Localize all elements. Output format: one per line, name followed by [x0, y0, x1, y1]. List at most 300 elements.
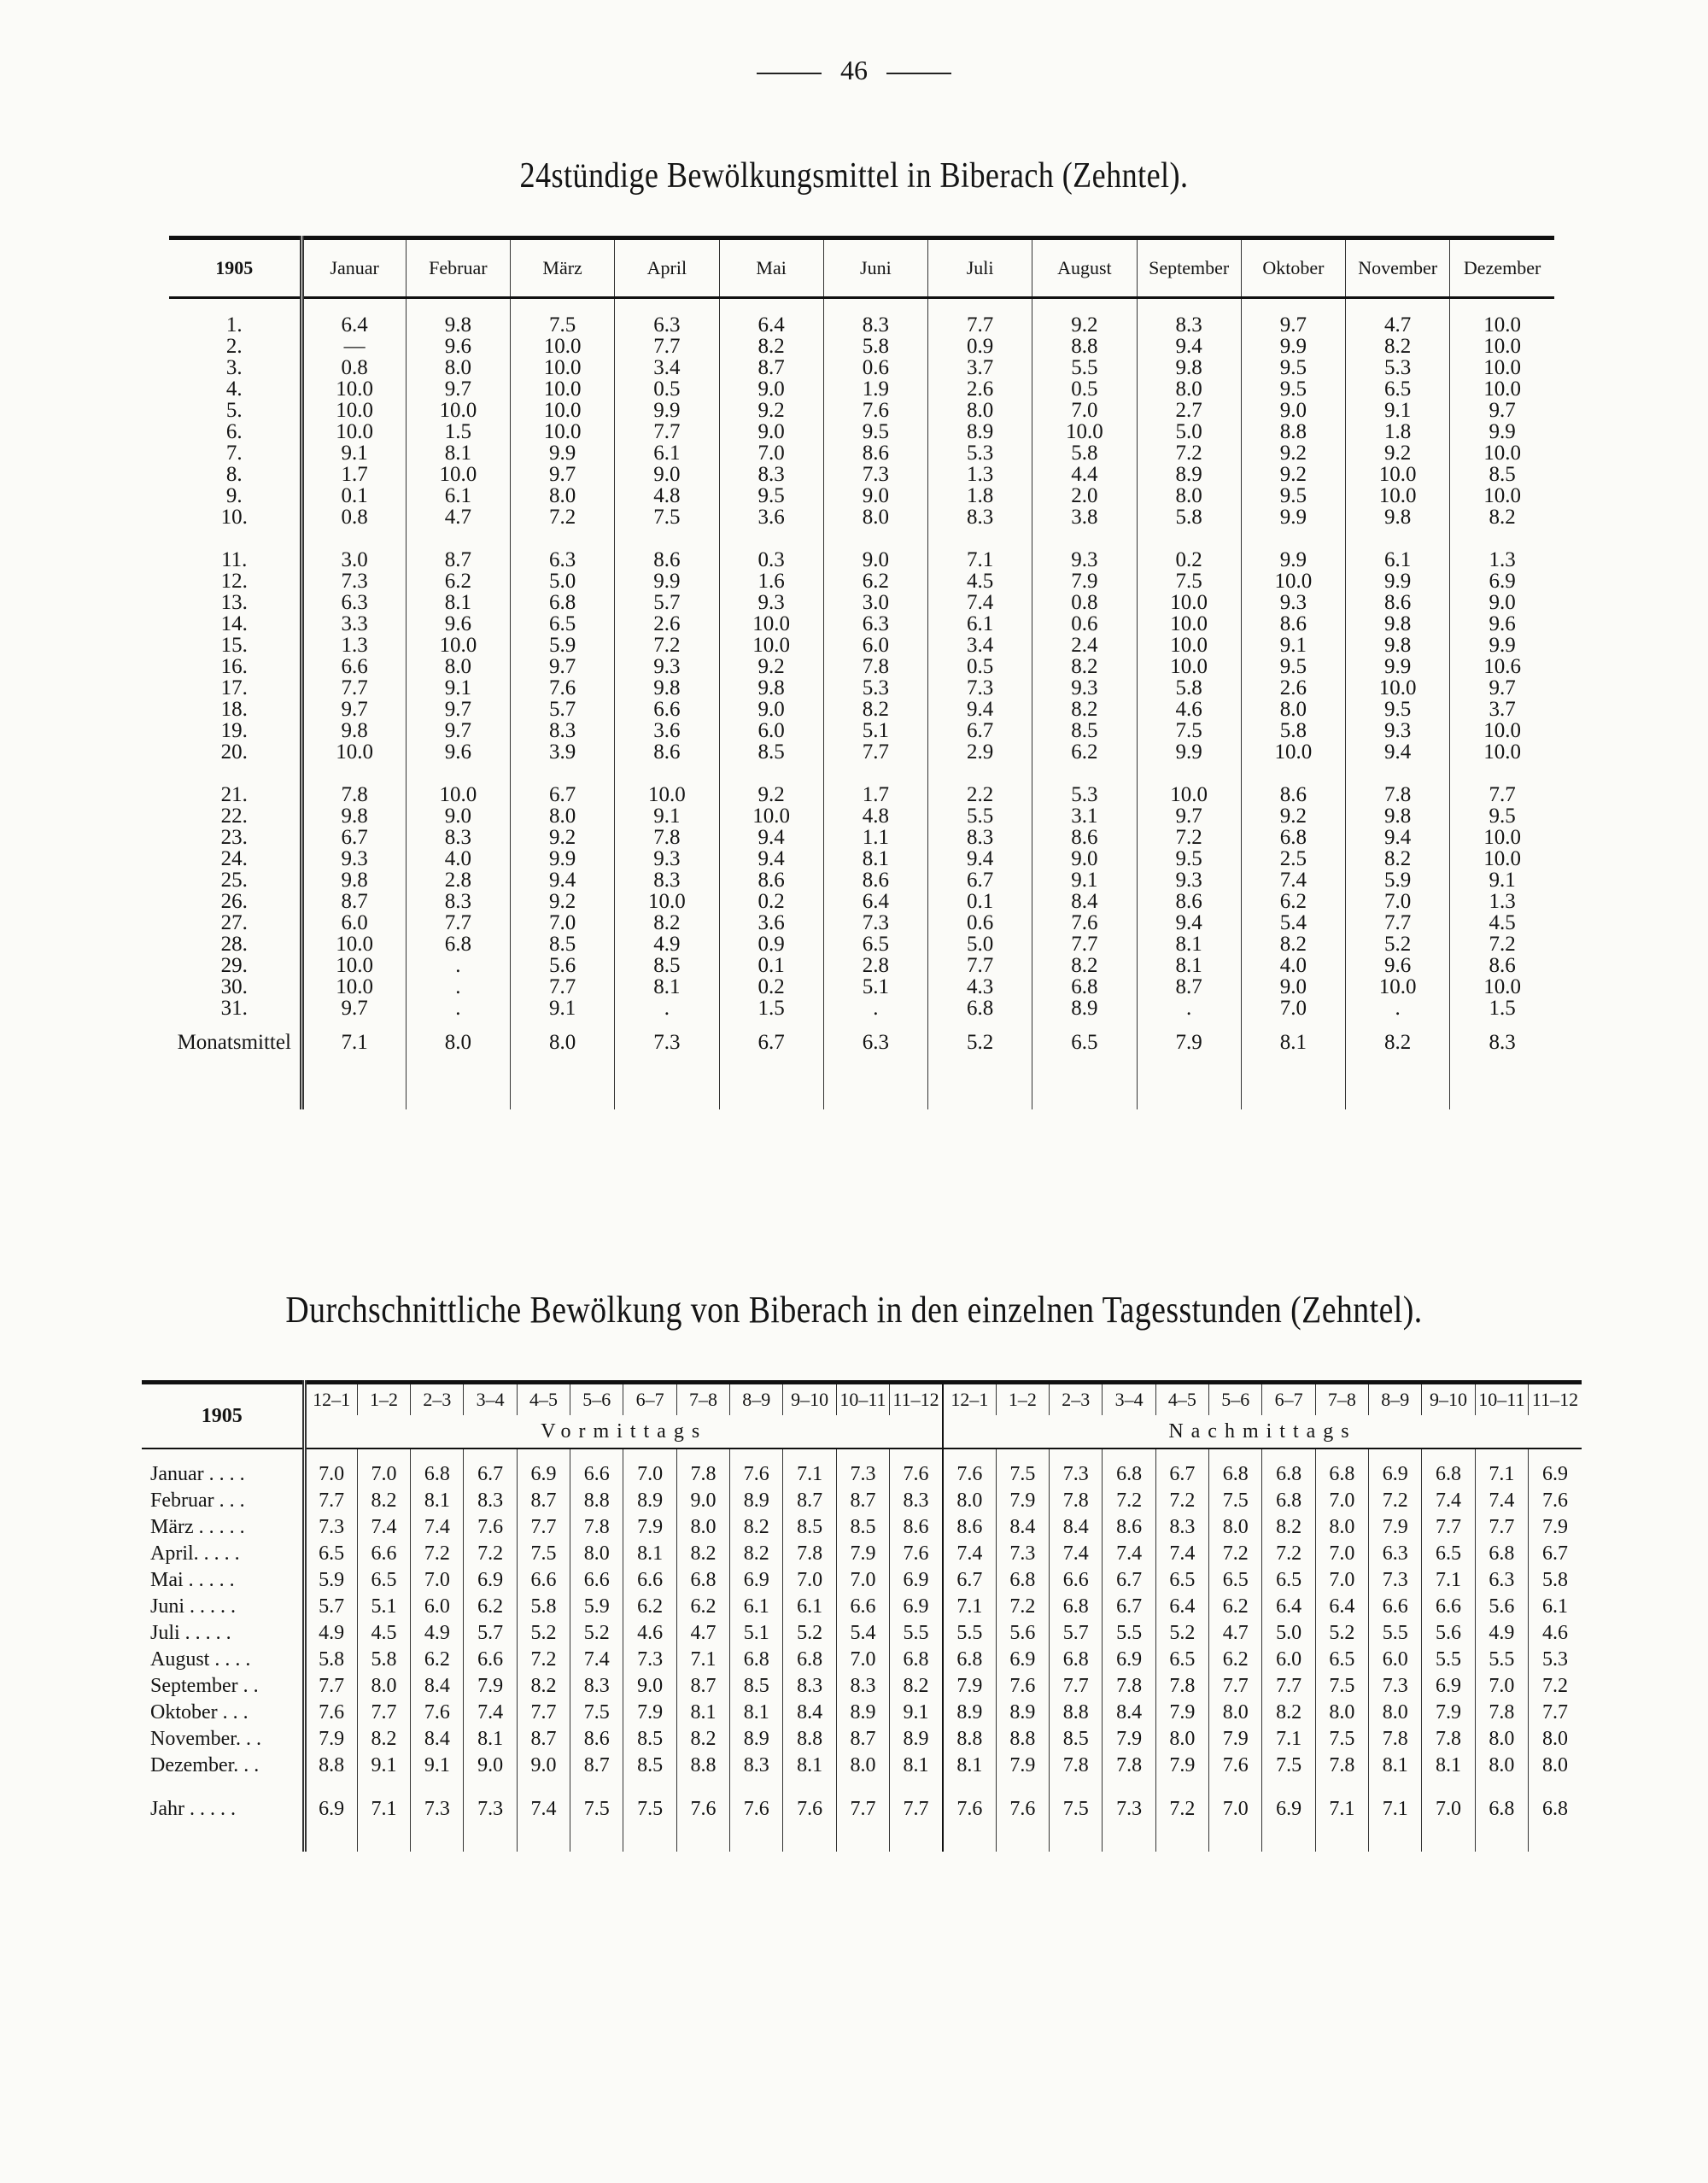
- day-value: 2.6: [615, 613, 719, 635]
- hour-value: 7.9: [996, 1753, 1049, 1779]
- day-value: 5.8: [1137, 506, 1241, 528]
- day-row: [169, 442, 1554, 464]
- day-value: 9.7: [1489, 399, 1516, 422]
- spacer-cell: [169, 528, 301, 549]
- monthly-mean-label: Monatsmittel: [169, 1019, 301, 1067]
- hour-value: 8.0: [1209, 1700, 1262, 1726]
- hour-value: 7.7: [836, 1796, 889, 1823]
- day-value: 1.8: [1346, 421, 1450, 442]
- spacer-cell: [928, 763, 1032, 784]
- day-value: 8.6: [719, 869, 823, 891]
- month-header: November: [1346, 238, 1450, 298]
- day-value: 9.2: [1241, 442, 1345, 464]
- day-value: 7.6: [511, 677, 615, 699]
- day-value: 9.7: [1137, 805, 1241, 827]
- day-value: 9.0: [719, 421, 823, 442]
- day-value: 10.0: [1483, 377, 1521, 401]
- day-value: 5.8: [823, 336, 927, 357]
- day-value: 2.5: [1241, 848, 1345, 869]
- hour-value: 8.9: [836, 1700, 889, 1726]
- table2-hours-row: [142, 1383, 1582, 1416]
- hour-value: 8.7: [570, 1753, 623, 1779]
- hour-value: 8.1: [676, 1700, 729, 1726]
- spacer-row: [142, 1779, 1582, 1796]
- day-value: 8.2: [1032, 955, 1137, 976]
- hour-value: 7.3: [304, 1514, 357, 1541]
- spacer-cell: [464, 1823, 517, 1852]
- day-value: 5.4: [1241, 912, 1345, 933]
- day-label: 19.: [169, 720, 301, 741]
- month-header: August: [1032, 238, 1137, 298]
- hour-value: 8.0: [1369, 1700, 1422, 1726]
- day-label: 26.: [169, 891, 301, 912]
- day-value: 6.2: [1032, 741, 1137, 763]
- hour-value: 5.6: [996, 1620, 1049, 1647]
- day-value: 0.2: [1137, 549, 1241, 571]
- spacer-row: [169, 528, 1554, 549]
- day-value: 9.2: [719, 656, 823, 677]
- hour-value: 6.1: [730, 1594, 783, 1620]
- hour-value: 7.4: [570, 1647, 623, 1673]
- hour-value: 8.4: [783, 1700, 836, 1726]
- day-label: 17.: [169, 677, 301, 699]
- day-value: 8.2: [1032, 699, 1137, 720]
- month-header: Juni: [823, 238, 927, 298]
- day-value: 9.2: [719, 784, 823, 805]
- day-row: [169, 485, 1554, 506]
- hour-value: 8.4: [1103, 1700, 1155, 1726]
- row-label: November. . .: [142, 1726, 304, 1753]
- hour-value: 4.9: [304, 1620, 357, 1647]
- hour-value: 8.4: [996, 1514, 1049, 1541]
- day-value: 4.0: [1241, 955, 1345, 976]
- hour-value: 7.6: [890, 1449, 943, 1488]
- day-value: 8.6: [1346, 592, 1450, 613]
- hour-value: 7.6: [304, 1700, 357, 1726]
- hour-value: 5.2: [1155, 1620, 1208, 1647]
- hour-value: 8.1: [783, 1753, 836, 1779]
- hour-value: 7.8: [1050, 1488, 1103, 1514]
- page-number: 46: [0, 55, 1708, 86]
- hour-value: 7.7: [517, 1700, 570, 1726]
- day-value: 0.8: [301, 506, 406, 528]
- day-row: [169, 741, 1554, 763]
- day-value: 9.9: [1346, 656, 1450, 677]
- day-value: 7.8: [1346, 784, 1450, 805]
- hour-value: 7.8: [1422, 1726, 1475, 1753]
- day-value: 9.1: [1241, 635, 1345, 656]
- hour-value: 7.5: [996, 1449, 1049, 1488]
- day-value: 7.3: [823, 464, 927, 485]
- day-value: 8.3: [406, 827, 510, 848]
- spacer-cell: [1346, 528, 1450, 549]
- day-row: [169, 592, 1554, 613]
- day-value: 9.9: [1241, 549, 1345, 571]
- hour-value: 5.2: [783, 1620, 836, 1647]
- hour-header: 10–11: [1475, 1383, 1528, 1416]
- hour-header: 2–3: [411, 1383, 464, 1416]
- day-value: 5.3: [1346, 357, 1450, 378]
- hour-value: 7.9: [1155, 1700, 1208, 1726]
- hour-value: 7.7: [1475, 1514, 1528, 1541]
- day-value: 10.0: [1346, 976, 1450, 998]
- spacer-cell: [1209, 1779, 1262, 1796]
- hour-value: 8.0: [1315, 1700, 1368, 1726]
- hour-header: 1–2: [357, 1383, 410, 1416]
- day-value: 9.3: [1032, 549, 1137, 571]
- monthly-mean-row: [169, 1019, 1554, 1067]
- spacer-cell: [304, 1779, 357, 1796]
- day-value: 6.2: [1241, 891, 1345, 912]
- hour-value: 5.5: [890, 1620, 943, 1647]
- hour-value: 7.0: [1315, 1488, 1368, 1514]
- monthly-mean-value: 8.0: [406, 1019, 510, 1067]
- spacer-cell: [615, 528, 719, 549]
- day-value: 3.0: [301, 549, 406, 571]
- hour-value: 7.9: [1422, 1700, 1475, 1726]
- day-value: 2.4: [1032, 635, 1137, 656]
- spacer-cell: [1032, 763, 1137, 784]
- day-value: 8.0: [406, 656, 510, 677]
- spacer-cell: [1262, 1823, 1315, 1852]
- hour-value: 5.8: [304, 1647, 357, 1673]
- spacer-cell: [1032, 528, 1137, 549]
- day-value: 3.3: [301, 613, 406, 635]
- day-row: [169, 506, 1554, 528]
- hour-value: 8.2: [730, 1514, 783, 1541]
- hour-value: 8.7: [517, 1488, 570, 1514]
- hour-value: 4.5: [357, 1620, 410, 1647]
- spacer-cell: [623, 1823, 676, 1852]
- day-value: 9.4: [928, 848, 1032, 869]
- spacer-cell: [1241, 528, 1345, 549]
- day-label: 3.: [169, 357, 301, 378]
- day-value: 9.4: [719, 827, 823, 848]
- hour-value: 8.9: [623, 1488, 676, 1514]
- hour-value: 7.6: [890, 1541, 943, 1567]
- hour-value: 7.7: [304, 1488, 357, 1514]
- hour-value: 8.4: [411, 1726, 464, 1753]
- day-value: 0.1: [301, 485, 406, 506]
- day-value: 10.0: [1137, 592, 1241, 613]
- day-value: 9.0: [719, 699, 823, 720]
- month-header: Oktober: [1241, 238, 1345, 298]
- day-value: 9.8: [301, 805, 406, 827]
- hour-value: 8.0: [676, 1514, 729, 1541]
- day-value: 9.9: [1489, 634, 1516, 657]
- day-value: 9.6: [1489, 612, 1516, 635]
- day-value: 1.8: [928, 485, 1032, 506]
- hour-value: 8.7: [836, 1726, 889, 1753]
- hour-value: 8.0: [943, 1488, 996, 1514]
- hour-value: 6.8: [1262, 1449, 1315, 1488]
- day-value: 3.0: [823, 592, 927, 613]
- hour-value: 5.3: [1542, 1648, 1569, 1671]
- day-value: 7.2: [1137, 442, 1241, 464]
- spacer-cell: [301, 1067, 406, 1109]
- day-value: 7.1: [928, 549, 1032, 571]
- hour-value: 6.2: [464, 1594, 517, 1620]
- hour-value: 7.6: [464, 1514, 517, 1541]
- spacer-cell: [1369, 1823, 1422, 1852]
- day-value: 8.6: [823, 442, 927, 464]
- day-value: 5.1: [823, 720, 927, 741]
- monthly-mean-value: 8.1: [1241, 1019, 1345, 1067]
- day-label: 14.: [169, 613, 301, 635]
- hour-value: 8.1: [1369, 1753, 1422, 1779]
- hour-value: 7.0: [836, 1647, 889, 1673]
- hour-value: 7.8: [1315, 1753, 1368, 1779]
- day-value: 1.7: [301, 464, 406, 485]
- hour-header: 4–5: [517, 1383, 570, 1416]
- hour-value: 8.6: [890, 1514, 943, 1541]
- hour-value: 6.0: [1369, 1647, 1422, 1673]
- hour-value: 7.6: [730, 1796, 783, 1823]
- hour-value: 8.0: [1209, 1514, 1262, 1541]
- day-label: 22.: [169, 805, 301, 827]
- hour-value: 6.9: [1542, 1463, 1569, 1485]
- day-value: 9.3: [301, 848, 406, 869]
- day-value: 4.4: [1032, 464, 1137, 485]
- day-value: 8.6: [1032, 827, 1137, 848]
- day-value: 7.5: [1137, 571, 1241, 592]
- hour-value: 6.5: [357, 1567, 410, 1594]
- day-value: 1.9: [823, 378, 927, 400]
- hour-value: 7.2: [1155, 1796, 1208, 1823]
- hour-value: 8.0: [1315, 1514, 1368, 1541]
- hour-header: 4–5: [1155, 1383, 1208, 1416]
- hour-value: 6.2: [623, 1594, 676, 1620]
- day-value: 1.5: [719, 998, 823, 1019]
- day-value: 7.0: [1346, 891, 1450, 912]
- hour-value: 7.6: [411, 1700, 464, 1726]
- day-value: 10.0: [1483, 442, 1521, 465]
- day-value: 3.7: [1489, 698, 1516, 721]
- row-label: Jahr . . . . .: [142, 1796, 304, 1823]
- day-value: 9.0: [1489, 591, 1516, 614]
- monthly-mean-value: 8.3: [1489, 1031, 1516, 1054]
- hour-value: 7.3: [464, 1796, 517, 1823]
- month-row: [142, 1726, 1582, 1753]
- day-value: 6.0: [823, 635, 927, 656]
- day-label: 27.: [169, 912, 301, 933]
- hour-value: 8.2: [1262, 1700, 1315, 1726]
- day-value: 9.8: [406, 298, 510, 337]
- hour-value: 5.0: [1262, 1620, 1315, 1647]
- hour-value: 7.0: [1315, 1541, 1368, 1567]
- hour-value: 9.1: [890, 1700, 943, 1726]
- spacer-cell: [1529, 1823, 1582, 1852]
- spacer-cell: [719, 763, 823, 784]
- hour-value: 7.8: [676, 1449, 729, 1488]
- day-value: 0.9: [928, 336, 1032, 357]
- year-header: 1905: [142, 1383, 304, 1449]
- day-value: 6.4: [301, 298, 406, 337]
- hour-value: 7.5: [1209, 1488, 1262, 1514]
- hour-value: 7.7: [1262, 1673, 1315, 1700]
- hour-value: 5.2: [1315, 1620, 1368, 1647]
- spacer-cell: [943, 1823, 996, 1852]
- day-value: 7.7: [615, 421, 719, 442]
- month-header: Mai: [719, 238, 823, 298]
- hour-value: 7.1: [1315, 1796, 1368, 1823]
- row-label: Januar . . . .: [142, 1449, 304, 1488]
- day-row: [169, 848, 1554, 869]
- day-value: 4.3: [928, 976, 1032, 998]
- day-value: 9.1: [615, 805, 719, 827]
- day-value: 9.9: [1241, 336, 1345, 357]
- hour-value: 8.5: [623, 1726, 676, 1753]
- month-row: [142, 1449, 1582, 1488]
- spacer-cell: [783, 1779, 836, 1796]
- hour-value: 8.1: [1422, 1753, 1475, 1779]
- day-value: 9.9: [1489, 420, 1516, 443]
- spacer-cell: [570, 1823, 623, 1852]
- day-value: 9.6: [406, 613, 510, 635]
- hour-value: 6.9: [996, 1647, 1049, 1673]
- hour-value: 8.6: [1103, 1514, 1155, 1541]
- day-value: 10.0: [1483, 975, 1521, 998]
- day-value: 4.0: [406, 848, 510, 869]
- day-value: 8.5: [1489, 463, 1516, 486]
- hour-value: 4.9: [1475, 1620, 1528, 1647]
- day-value: 0.3: [719, 549, 823, 571]
- day-value: 10.0: [511, 357, 615, 378]
- spacer-cell: [823, 528, 927, 549]
- hour-value: 5.7: [464, 1620, 517, 1647]
- day-value: 7.7: [928, 955, 1032, 976]
- hour-value: 9.1: [357, 1753, 410, 1779]
- hour-value: 4.9: [411, 1620, 464, 1647]
- spacer-cell: [517, 1779, 570, 1796]
- hour-value: 7.6: [1209, 1753, 1262, 1779]
- spacer-cell: [676, 1823, 729, 1852]
- spacer-cell: [836, 1779, 889, 1796]
- spacer-cell: [1241, 763, 1345, 784]
- hour-value: 8.9: [996, 1700, 1049, 1726]
- day-row: [169, 378, 1554, 400]
- day-label: 15.: [169, 635, 301, 656]
- day-value: 4.5: [928, 571, 1032, 592]
- day-value: 9.8: [301, 869, 406, 891]
- day-row: [169, 827, 1554, 848]
- hour-value: 7.9: [996, 1488, 1049, 1514]
- day-value: 7.8: [301, 784, 406, 805]
- hour-value: 8.0: [1542, 1728, 1569, 1750]
- month-row: [142, 1700, 1582, 1726]
- day-row: [169, 421, 1554, 442]
- day-row: [169, 635, 1554, 656]
- day-value: 10.0: [1032, 421, 1137, 442]
- day-value: 0.5: [615, 378, 719, 400]
- spacer-cell: [1032, 1067, 1137, 1109]
- hour-value: 7.1: [676, 1647, 729, 1673]
- hour-value: 6.6: [623, 1567, 676, 1594]
- hour-value: 7.8: [1103, 1753, 1155, 1779]
- day-value: 9.3: [1346, 720, 1450, 741]
- hour-value: 6.6: [570, 1449, 623, 1488]
- hour-header: 10–11: [836, 1383, 889, 1416]
- month-header: März: [511, 238, 615, 298]
- hour-value: 7.7: [517, 1514, 570, 1541]
- hour-value: 7.8: [1050, 1753, 1103, 1779]
- spacer-cell: [464, 1779, 517, 1796]
- hour-value: 6.7: [1542, 1542, 1569, 1565]
- day-value: 9.8: [615, 677, 719, 699]
- day-value: 6.3: [823, 613, 927, 635]
- day-row: [169, 805, 1554, 827]
- hour-value: 5.1: [357, 1594, 410, 1620]
- hour-value: 6.6: [357, 1541, 410, 1567]
- spacer-cell: [517, 1823, 570, 1852]
- spacer-row: [142, 1823, 1582, 1852]
- hour-value: 7.7: [1542, 1701, 1569, 1724]
- hour-value: 6.9: [1422, 1673, 1475, 1700]
- hour-value: 6.3: [1475, 1567, 1528, 1594]
- day-value: 6.8: [928, 998, 1032, 1019]
- day-value: 9.2: [1241, 805, 1345, 827]
- spacer-cell: [1315, 1779, 1368, 1796]
- day-value: 7.0: [1241, 998, 1345, 1019]
- day-value: 8.0: [1137, 378, 1241, 400]
- day-value: 9.3: [719, 592, 823, 613]
- day-value: 0.5: [928, 656, 1032, 677]
- spacer-cell: [1103, 1823, 1155, 1852]
- day-value: 2.8: [406, 869, 510, 891]
- day-value: 9.7: [406, 699, 510, 720]
- spacer-cell: [996, 1779, 1049, 1796]
- hour-value: 8.2: [730, 1541, 783, 1567]
- day-value: 0.2: [719, 976, 823, 998]
- day-label: 7.: [169, 442, 301, 464]
- row-label: Juli . . . . .: [142, 1620, 304, 1647]
- day-value: 9.0: [406, 805, 510, 827]
- hour-value: 7.9: [1155, 1753, 1208, 1779]
- spacer-cell: [511, 763, 615, 784]
- hour-value: 7.2: [1155, 1488, 1208, 1514]
- day-value: 5.5: [1032, 357, 1137, 378]
- hour-value: 6.2: [676, 1594, 729, 1620]
- hour-value: 5.2: [517, 1620, 570, 1647]
- day-value: 8.0: [823, 506, 927, 528]
- hour-value: 8.2: [357, 1726, 410, 1753]
- hour-value: 8.3: [464, 1488, 517, 1514]
- table2-period-row: [142, 1415, 1582, 1449]
- day-value: 8.6: [1137, 891, 1241, 912]
- month-header: Juli: [928, 238, 1032, 298]
- day-value: 10.0: [1241, 571, 1345, 592]
- day-row: [169, 656, 1554, 677]
- day-value: 8.2: [719, 336, 823, 357]
- spacer-cell: [730, 1823, 783, 1852]
- hour-value: 7.2: [517, 1647, 570, 1673]
- hour-header: 9–10: [783, 1383, 836, 1416]
- hour-value: 7.2: [1209, 1541, 1262, 1567]
- hour-value: 6.5: [1315, 1647, 1368, 1673]
- spacer-cell: [823, 763, 927, 784]
- spacer-cell: [357, 1823, 410, 1852]
- day-value: 9.5: [1137, 848, 1241, 869]
- hour-value: 6.9: [890, 1567, 943, 1594]
- hour-value: 7.9: [623, 1514, 676, 1541]
- day-value: 9.2: [719, 400, 823, 421]
- day-value: 9.5: [1241, 656, 1345, 677]
- day-value: 8.2: [615, 912, 719, 933]
- day-value: 6.3: [511, 549, 615, 571]
- day-value: 9.3: [615, 848, 719, 869]
- day-value: 5.9: [511, 635, 615, 656]
- hour-value: 6.8: [411, 1449, 464, 1488]
